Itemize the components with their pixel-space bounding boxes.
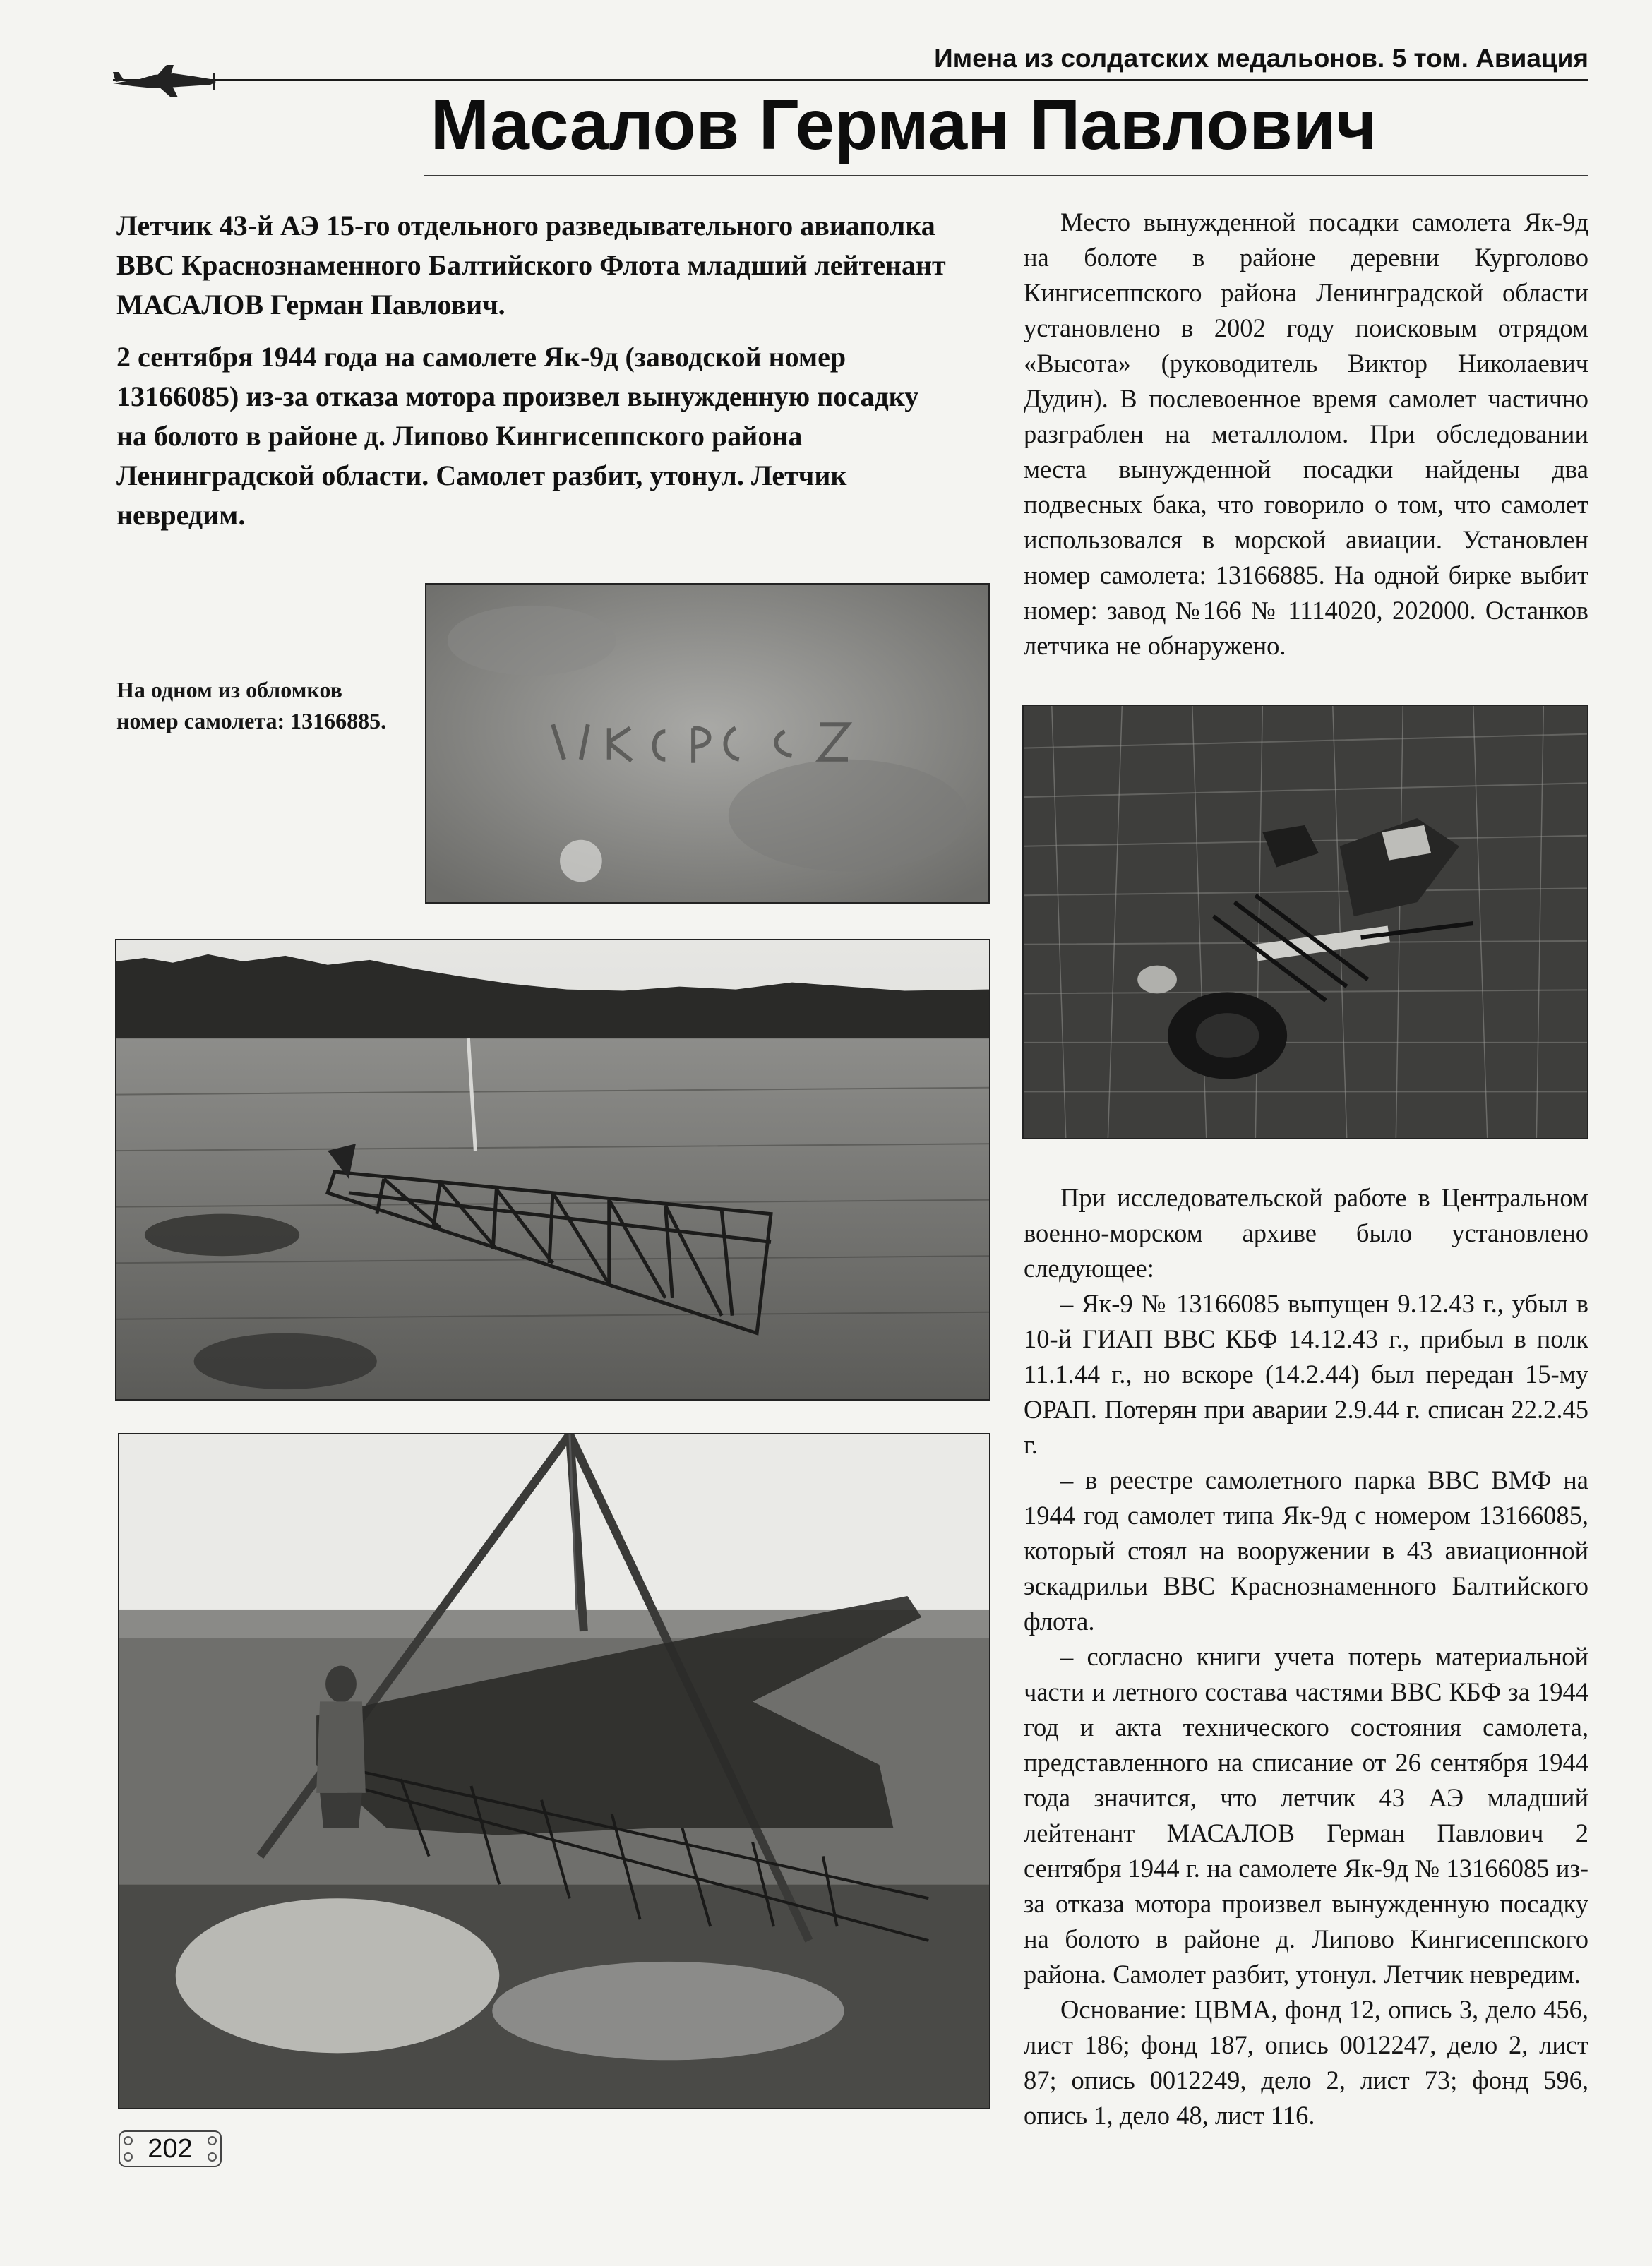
photo-swamp-wreck <box>115 939 990 1401</box>
header-rule <box>113 79 1588 81</box>
photo-recovery-tripod <box>118 1433 990 2109</box>
running-head: Имена из солдатских медальонов. 5 том. Авиация <box>934 44 1588 73</box>
body-paragraph-sources: Основание: ЦВМА, фонд 12, опись 3, дело 456, лист 186; фонд 187, опись 0012247, дело 2, лист 87; опись 0012249, дело 2, лист 73; фонд 596, опись 1, дело 48, лист 116. <box>1024 1995 1588 2130</box>
photo-caption: На одном из обломков номер самолета: 13166885. <box>116 677 387 733</box>
corner-dot <box>124 2136 133 2145</box>
body-paragraph-registry: – в реестре самолетного парка ВВС ВМФ на 1944 год самолет типа Як-9д с номером 13166085, который стоял на вооружении в 43 авиационной эскадрильи ВВС Краснознаменного Балтийского флота. <box>1024 1465 1588 1636</box>
photo-wreckage-grass <box>1022 705 1588 1139</box>
body-paragraph-archive: При исследовательской работе в Центральном военно-морском архиве было установлено следующее: <box>1024 1183 1588 1283</box>
photo-fragment-number <box>425 583 990 904</box>
page-title: Масалов Герман Павлович <box>430 85 1377 164</box>
page-number-box <box>119 2130 222 2167</box>
lead-text <box>116 206 950 548</box>
corner-dot <box>208 2136 217 2145</box>
right-column-bottom <box>1024 1180 1588 2133</box>
right-column-top <box>1024 205 1588 664</box>
body-paragraph-loss-book: – согласно книги учета потерь материальной части и летного состава частями ВВС КБФ за 1944 год и акта технического состояния самолета, представленного на списание от 26 сентября 1944 года значится, что летчик 43 АЭ младший лейтенант МАСАЛОВ Герман Павлович 2 сентября 1944 г. на самолете Як-9д № 13166085 из-за отказа мотора произвел вынужденную посадку на болото в районе д. Липово Кингисеппского района. Самолет разбит, утонул. Летчик невредим. <box>1024 1642 1588 1989</box>
title-rule <box>424 175 1588 176</box>
corner-dot <box>124 2152 133 2162</box>
body-paragraph-site: Место вынужденной посадки самолета Як-9д на болоте в районе деревни Курголово Кингисеппского района Ленинградской области установлено в 2002 году поисковым отрядом «Высота» (руководитель Виктор Николаевич Дудин). В послевоенное время самолет частично разграблен на металлолом. При обследовании места вынужденной посадки найдены два подвесных бака, что говорило о том, что самолет использовался в морской авиации. Установлен номер самолета: 13166885. На одной бирке выбит номер: завод №166 № 1114020, 202000. Останков летчика не обнаружено. <box>1024 208 1588 660</box>
plane-icon <box>112 58 217 100</box>
lead-paragraph-2: 2 сентября 1944 года на самолете Як-9д (заводской номер 13166085) из-за отказа мотора произвел вынужденную посадку на болото в районе д. Липово Кингисеппского района Ленинградской области. Самолет разбит, утонул. Летчик невредим. <box>116 341 919 531</box>
lead-paragraph-1: Летчик 43-й АЭ 15-го отдельного разведывательного авиаполка ВВС Краснознаменного Балтийского Флота младший лейтенант МАСАЛОВ Герман Павлович. <box>116 210 946 320</box>
corner-dot <box>208 2152 217 2162</box>
page-number: 202 <box>148 2134 193 2164</box>
body-paragraph-yak9: – Як-9 № 13166085 выпущен 9.12.43 г., убыл в 10-й ГИАП ВВС КБФ 14.12.43 г., прибыл в полк 11.1.44 г., но вскоре (14.2.44) был передан 15-му ОРАП. Потерян при аварии 2.9.44 г. списан 22.2.45 г. <box>1024 1289 1588 1459</box>
